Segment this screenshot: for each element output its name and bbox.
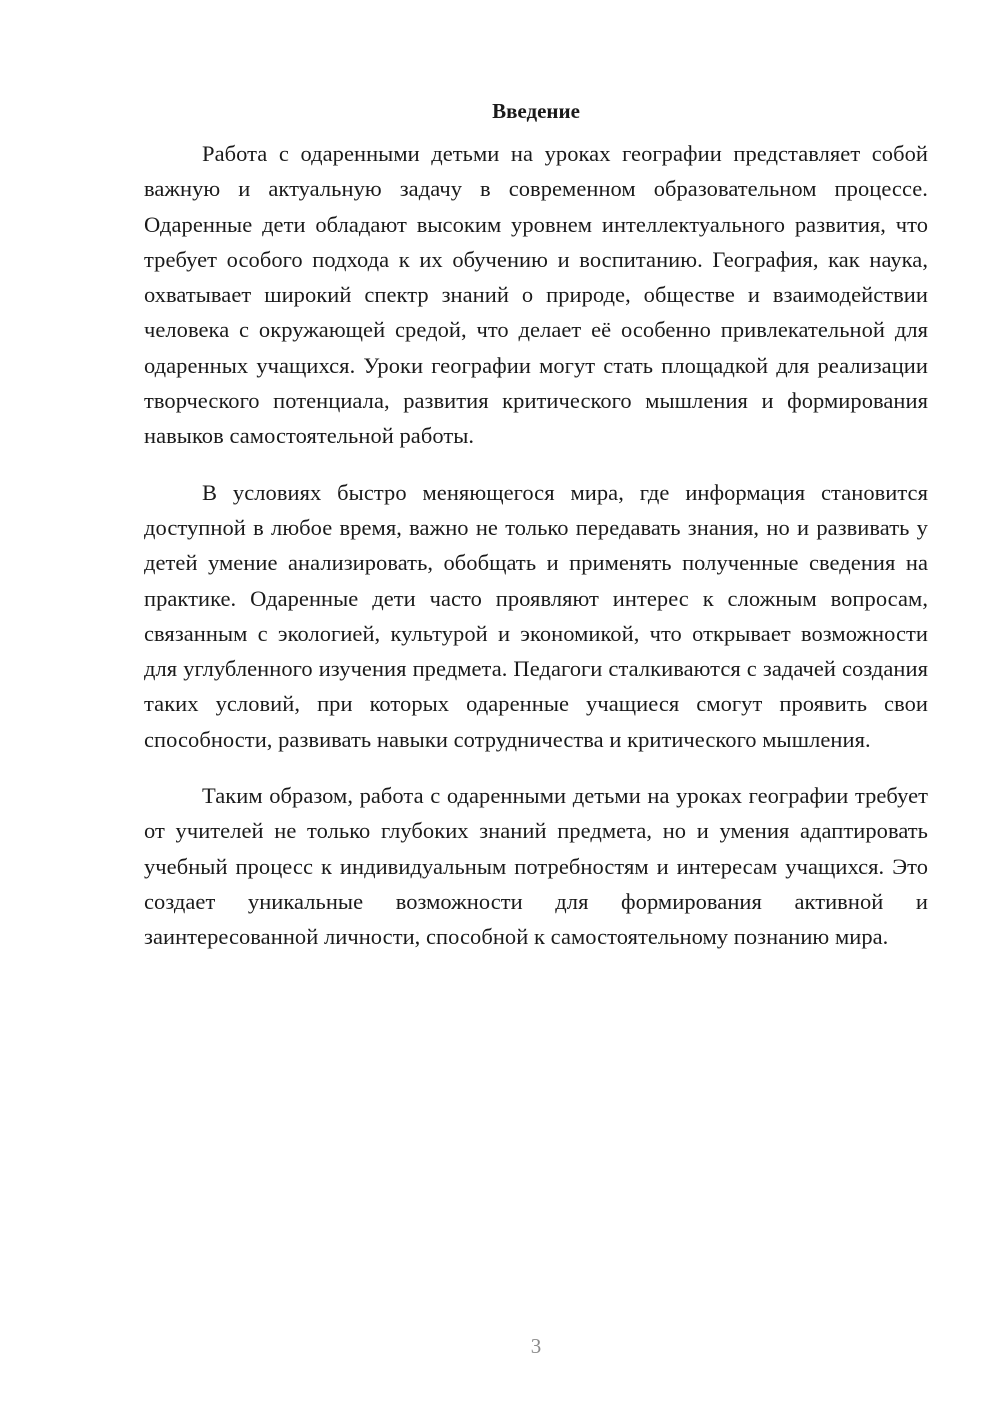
paragraph-1: Работа с одаренными детьми на уроках географии представляет собой важную и актуальную задачу в современном образовательном процессе. Одаренные дети обладают высоким уровнем интеллектуального развития, что требует особого подхода к их обучению и воспитанию. География, как наука, охватывает широкий спектр знаний о природе, обществе и взаимодействии человека с окружающей средой, что делает её особенно привлекательной для одаренных учащихся. Уроки географии могут стать площадкой для реализации творческого потенциала, развития критического мышления и формирования навыков самостоятельной работы. [144,141,928,449]
page-number: 3 [530,1334,542,1358]
section-title: Введение [492,99,580,123]
paragraph-3: Таким образом, работа с одаренными детьми на уроках географии требует от учителей не только глубоких знаний предмета, но и умения адаптировать учебный процесс к индивидуальным потребностям и интересам учащихся. Это создает уникальные возможности для формирования активной и заинтересованной личности, способной к самостоятельному познанию мира. [144,783,928,950]
document-body [144,96,928,976]
paragraph-2: В условиях быстро меняющегося мира, где информация становится доступной в любое время, важно не только передавать знания, но и развивать у детей умение анализировать, обобщать и применять полученные сведения на практике. Одаренные дети часто проявляют интерес к сложным вопросам, связанным с экологией, культурой и экономикой, что открывает возможности для углубленного изучения предмета. Педагоги сталкиваются с задачей создания таких условий, при которых одаренные учащиеся смогут проявить свои способности, развивать навыки сотрудничества и критического мышления. [144,479,928,752]
